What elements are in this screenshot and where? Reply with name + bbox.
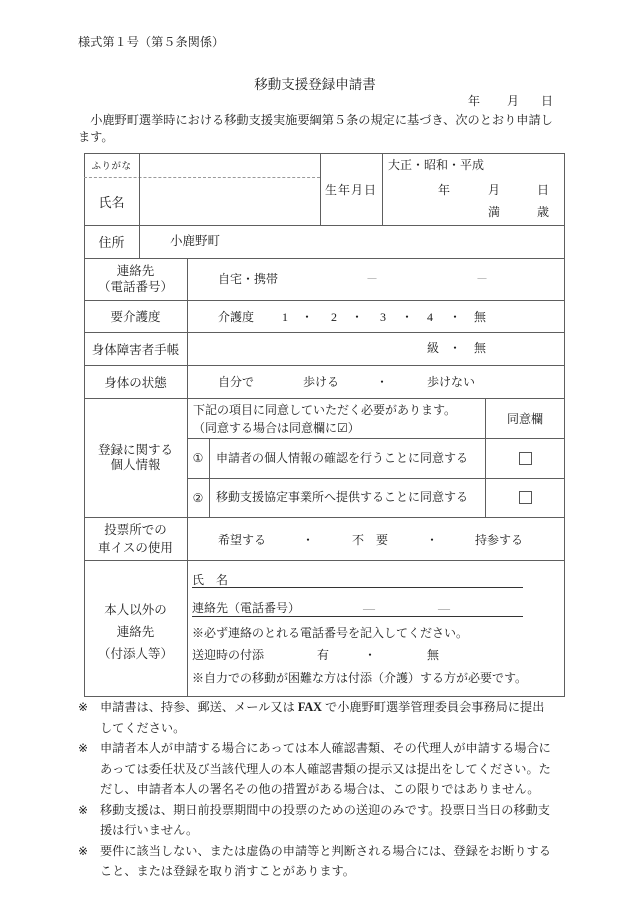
contact-phone-note: ※必ず連絡のとれる電話番号を記入してください。 [192, 626, 469, 640]
birthdate-era-options: 大正・昭和・平成 [388, 158, 485, 172]
option-separator: ・ [375, 375, 388, 389]
address-field[interactable] [139, 225, 565, 258]
note-text-fax: FAX [297, 700, 322, 714]
care-level-label: 要介護度 [110, 310, 161, 324]
care-level-option[interactable]: 無 [473, 310, 486, 324]
consent-label [84, 398, 187, 517]
note-marker-icon: ※ [78, 700, 89, 714]
note-item [78, 841, 554, 882]
wheelchair-label [84, 517, 187, 560]
other-contact-label [84, 560, 187, 697]
option-separator: ・ [448, 310, 461, 324]
consent-item [187, 478, 565, 517]
care-level-option[interactable]: 2 [331, 310, 337, 324]
note-text: で小鹿野町選挙管理委員会事務局に提出してください。 [100, 700, 545, 735]
other-contact-label-line: 本人以外の [104, 603, 167, 617]
care-level-option[interactable]: 4 [427, 310, 433, 324]
physical-condition-label: 身体の状態 [104, 375, 167, 390]
phone-type-options: 自宅・携帯 [218, 272, 279, 286]
form-number: 様式第１号（第５条関係） [78, 35, 225, 49]
contact-name-field[interactable] [192, 572, 523, 588]
escort-label: 送迎時の付添 [192, 648, 265, 662]
consent-item [187, 438, 565, 478]
consent-column-header: 同意欄 [506, 411, 543, 426]
phone-separator: — [438, 601, 450, 615]
row-name-birthdate [84, 153, 565, 225]
option-separator: ・ [448, 341, 461, 355]
disability-handbook-field[interactable] [187, 332, 565, 365]
birthdate-field[interactable] [382, 153, 565, 225]
row-physical-condition [84, 365, 565, 398]
birthdate-day-label: 日 [537, 183, 550, 197]
care-level-option[interactable]: 1 [282, 310, 288, 324]
birthdate-year-label: 年 [438, 183, 451, 197]
note-marker-icon: ※ [78, 843, 89, 858]
row-disability-handbook [84, 332, 565, 365]
consent-item-text: 移動支援協定事業所へ提供することに同意する [216, 490, 469, 504]
notes-list [78, 697, 554, 882]
consent-instructions [187, 398, 485, 438]
contact-phone-field[interactable] [192, 601, 523, 617]
row-wheelchair [84, 517, 565, 560]
other-contact-label-line: （付添人等） [97, 647, 173, 661]
consent-instruction-line2: （同意する場合は同意欄に☑） [193, 421, 360, 435]
option-separator: ・ [301, 533, 314, 547]
option-separator: ・ [363, 648, 376, 662]
consent-label-line2: 個人情報 [110, 457, 161, 472]
escort-option[interactable]: 有 [317, 648, 330, 662]
phone-separator: － [476, 272, 489, 286]
phone-separator: － [366, 272, 379, 286]
physical-condition-prefix: 自分で [218, 375, 255, 389]
consent-label-line1: 登録に関する [97, 442, 173, 457]
physical-condition-option[interactable]: 歩ける [303, 375, 340, 389]
handbook-grade-label: 級 [426, 341, 439, 355]
age-prefix-label: 満 [488, 205, 501, 219]
note-marker-icon: ※ [78, 802, 89, 817]
physical-condition-field [187, 365, 565, 398]
option-separator: ・ [400, 310, 413, 324]
note-text: 申請者本人が申請する場合にあっては本人確認書類、その代理人が申請する場合にあっては委任状及び当該代理人の本人確認書類の提示又は提出をしてください。ただし、申請者本人の署名その他の措置がある場合は、この限りではありません。 [100, 741, 551, 796]
row-phone [84, 258, 565, 300]
note-marker-icon: ※ [78, 741, 89, 755]
care-level-field [187, 300, 565, 332]
care-level-prefix: 介護度 [218, 310, 255, 324]
escort-option[interactable]: 無 [427, 648, 440, 662]
date-day-label: 日 [541, 94, 554, 108]
note-item [78, 800, 554, 841]
option-separator: ・ [300, 310, 313, 324]
option-separator: ・ [350, 310, 363, 324]
consent-checkbox[interactable] [519, 452, 532, 465]
physical-condition-option[interactable]: 歩けない [427, 375, 476, 389]
date-year-label: 年 [468, 94, 481, 108]
birthdate-month-label: 月 [488, 183, 501, 197]
wheelchair-option[interactable]: 希望する [218, 533, 267, 547]
wheelchair-field [187, 517, 565, 560]
consent-instruction-line1: 下記の項目に同意していただく必要があります。 [193, 403, 457, 417]
contact-name-label: 氏 名 [192, 573, 229, 587]
phone-field[interactable] [187, 258, 565, 300]
consent-item-number: ② [192, 490, 204, 505]
note-item [78, 738, 554, 800]
row-care-level [84, 300, 565, 332]
intro-paragraph: 小鹿野町選挙時における移動支援実施要綱第５条の規定に基づき、次のとおり申請します。 [78, 113, 553, 144]
disability-handbook-label: 身体障害者手帳 [91, 342, 180, 357]
other-contact-field [187, 560, 565, 697]
wheelchair-option[interactable]: 持参する [475, 533, 524, 547]
contact-phone-label: 連絡先（電話番号） [192, 601, 301, 615]
handbook-none-option[interactable]: 無 [473, 341, 486, 355]
page-title: 移動支援登録申請書 [254, 77, 376, 92]
other-contact-label-line: 連絡先 [116, 625, 155, 639]
phone-label [84, 258, 187, 300]
consent-item-text: 申請者の個人情報の確認を行うことに同意する [216, 451, 469, 465]
wheelchair-option[interactable]: 不 要 [352, 533, 389, 547]
phone-separator: — [363, 601, 375, 615]
consent-checkbox[interactable] [519, 491, 532, 504]
option-separator: ・ [425, 533, 438, 547]
name-field[interactable] [139, 177, 320, 225]
furigana-label: ふりがな [91, 162, 132, 172]
note-item [78, 697, 554, 738]
date-month-label: 月 [507, 94, 520, 108]
row-other-contact [84, 560, 565, 697]
note-text: 申請書は、持参、郵送、メール又は [100, 700, 298, 714]
age-suffix-label: 歳 [537, 205, 550, 219]
name-label: 氏名 [98, 194, 125, 210]
row-address [84, 225, 565, 258]
furigana-field[interactable] [139, 153, 320, 177]
address-value: 小鹿野町 [170, 234, 221, 248]
care-level-option[interactable]: 3 [380, 310, 386, 324]
address-label: 住所 [98, 235, 125, 250]
consent-item-number: ① [192, 451, 204, 465]
note-text: 要件に該当しない、または虚偽の申請等と判断される場合には、登録をお断りすること、または登録を取り消すことがあります。 [100, 843, 551, 878]
wheelchair-label-line2: 車イスの使用 [98, 540, 173, 555]
note-text: 移動支援は、期日前投票期間中の投票のための送迎のみです。投票日当日の移動支援は行いません。 [100, 802, 550, 837]
birthdate-label: 生年月日 [324, 182, 377, 197]
row-consent [84, 398, 565, 517]
phone-label-line1: 連絡先 [116, 264, 155, 278]
phone-label-line2: （電話番号） [97, 280, 173, 294]
wheelchair-label-line1: 投票所での [104, 522, 167, 537]
escort-note: ※自力での移動が困難な方は付添（介護）する方が必要です。 [192, 671, 528, 685]
